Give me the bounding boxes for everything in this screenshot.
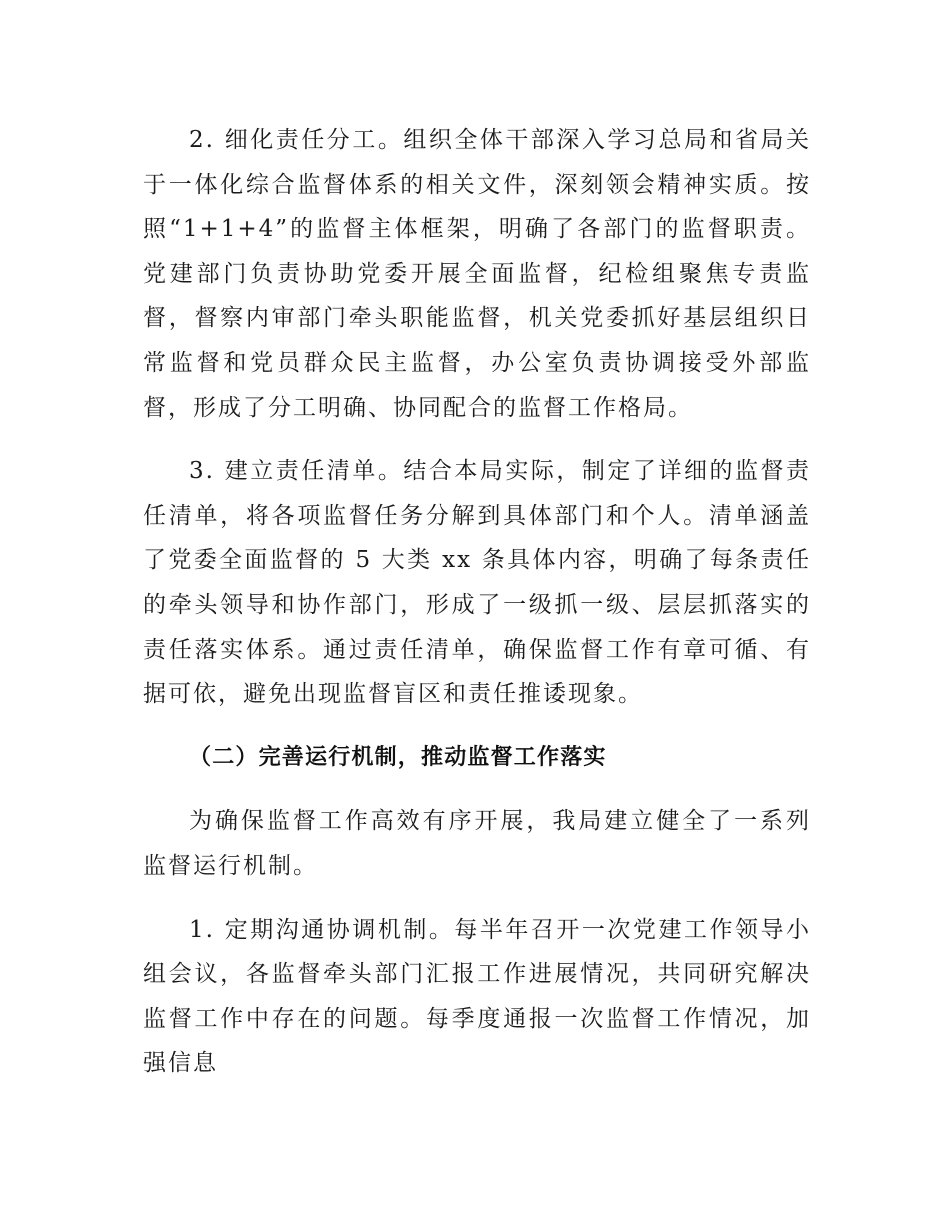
paragraph-refine-responsibilities: 2. 细化责任分工。组织全体干部深入学习总局和省局关于一体化综合监督体系的相关文件，深刻领会精神实质。按照“1+1+4”的监督主体框架，明确了各部门的监督职责。党建部门负责协助党委开展全面监督，纪检组聚焦专责监督，督察内审部门牵头职能监督，机关党委抓好基层组织日常监督和党员群众民主监督，办公室负责协调接受外部监督，形成了分工明确、协同配合的监督工作格局。 — [143, 127, 811, 421]
section-heading: （二）完善运行机制，推动监督工作落实 — [189, 744, 607, 770]
paragraph-mechanism-intro: 为确保监督工作高效有序开展，我局建立健全了一系列监督运行机制。 — [143, 808, 811, 879]
document-body — [143, 118, 811, 1105]
paragraph-communication-mechanism: 1. 定期沟通协调机制。每半年召开一次党建工作领导小组会议，各监督牵头部门汇报工作进展情况，共同研究解决监督工作中存在的问题。每季度通报一次监督工作情况，加强信息 — [143, 916, 811, 1077]
paragraph-responsibility-list: 3. 建立责任清单。结合本局实际，制定了详细的监督责任清单，将各项监督任务分解到具体部门和个人。清单涵盖了党委全面监督的 5 大类 xx 条具体内容，明确了每条责任的牵头领导和协作部门，形成了一级抓一级、层层抓落实的责任落实体系。通过责任清单，确保监督工作有章可循、有据可依，避免出现监督盲区和责任推诿现象。 — [143, 458, 811, 708]
